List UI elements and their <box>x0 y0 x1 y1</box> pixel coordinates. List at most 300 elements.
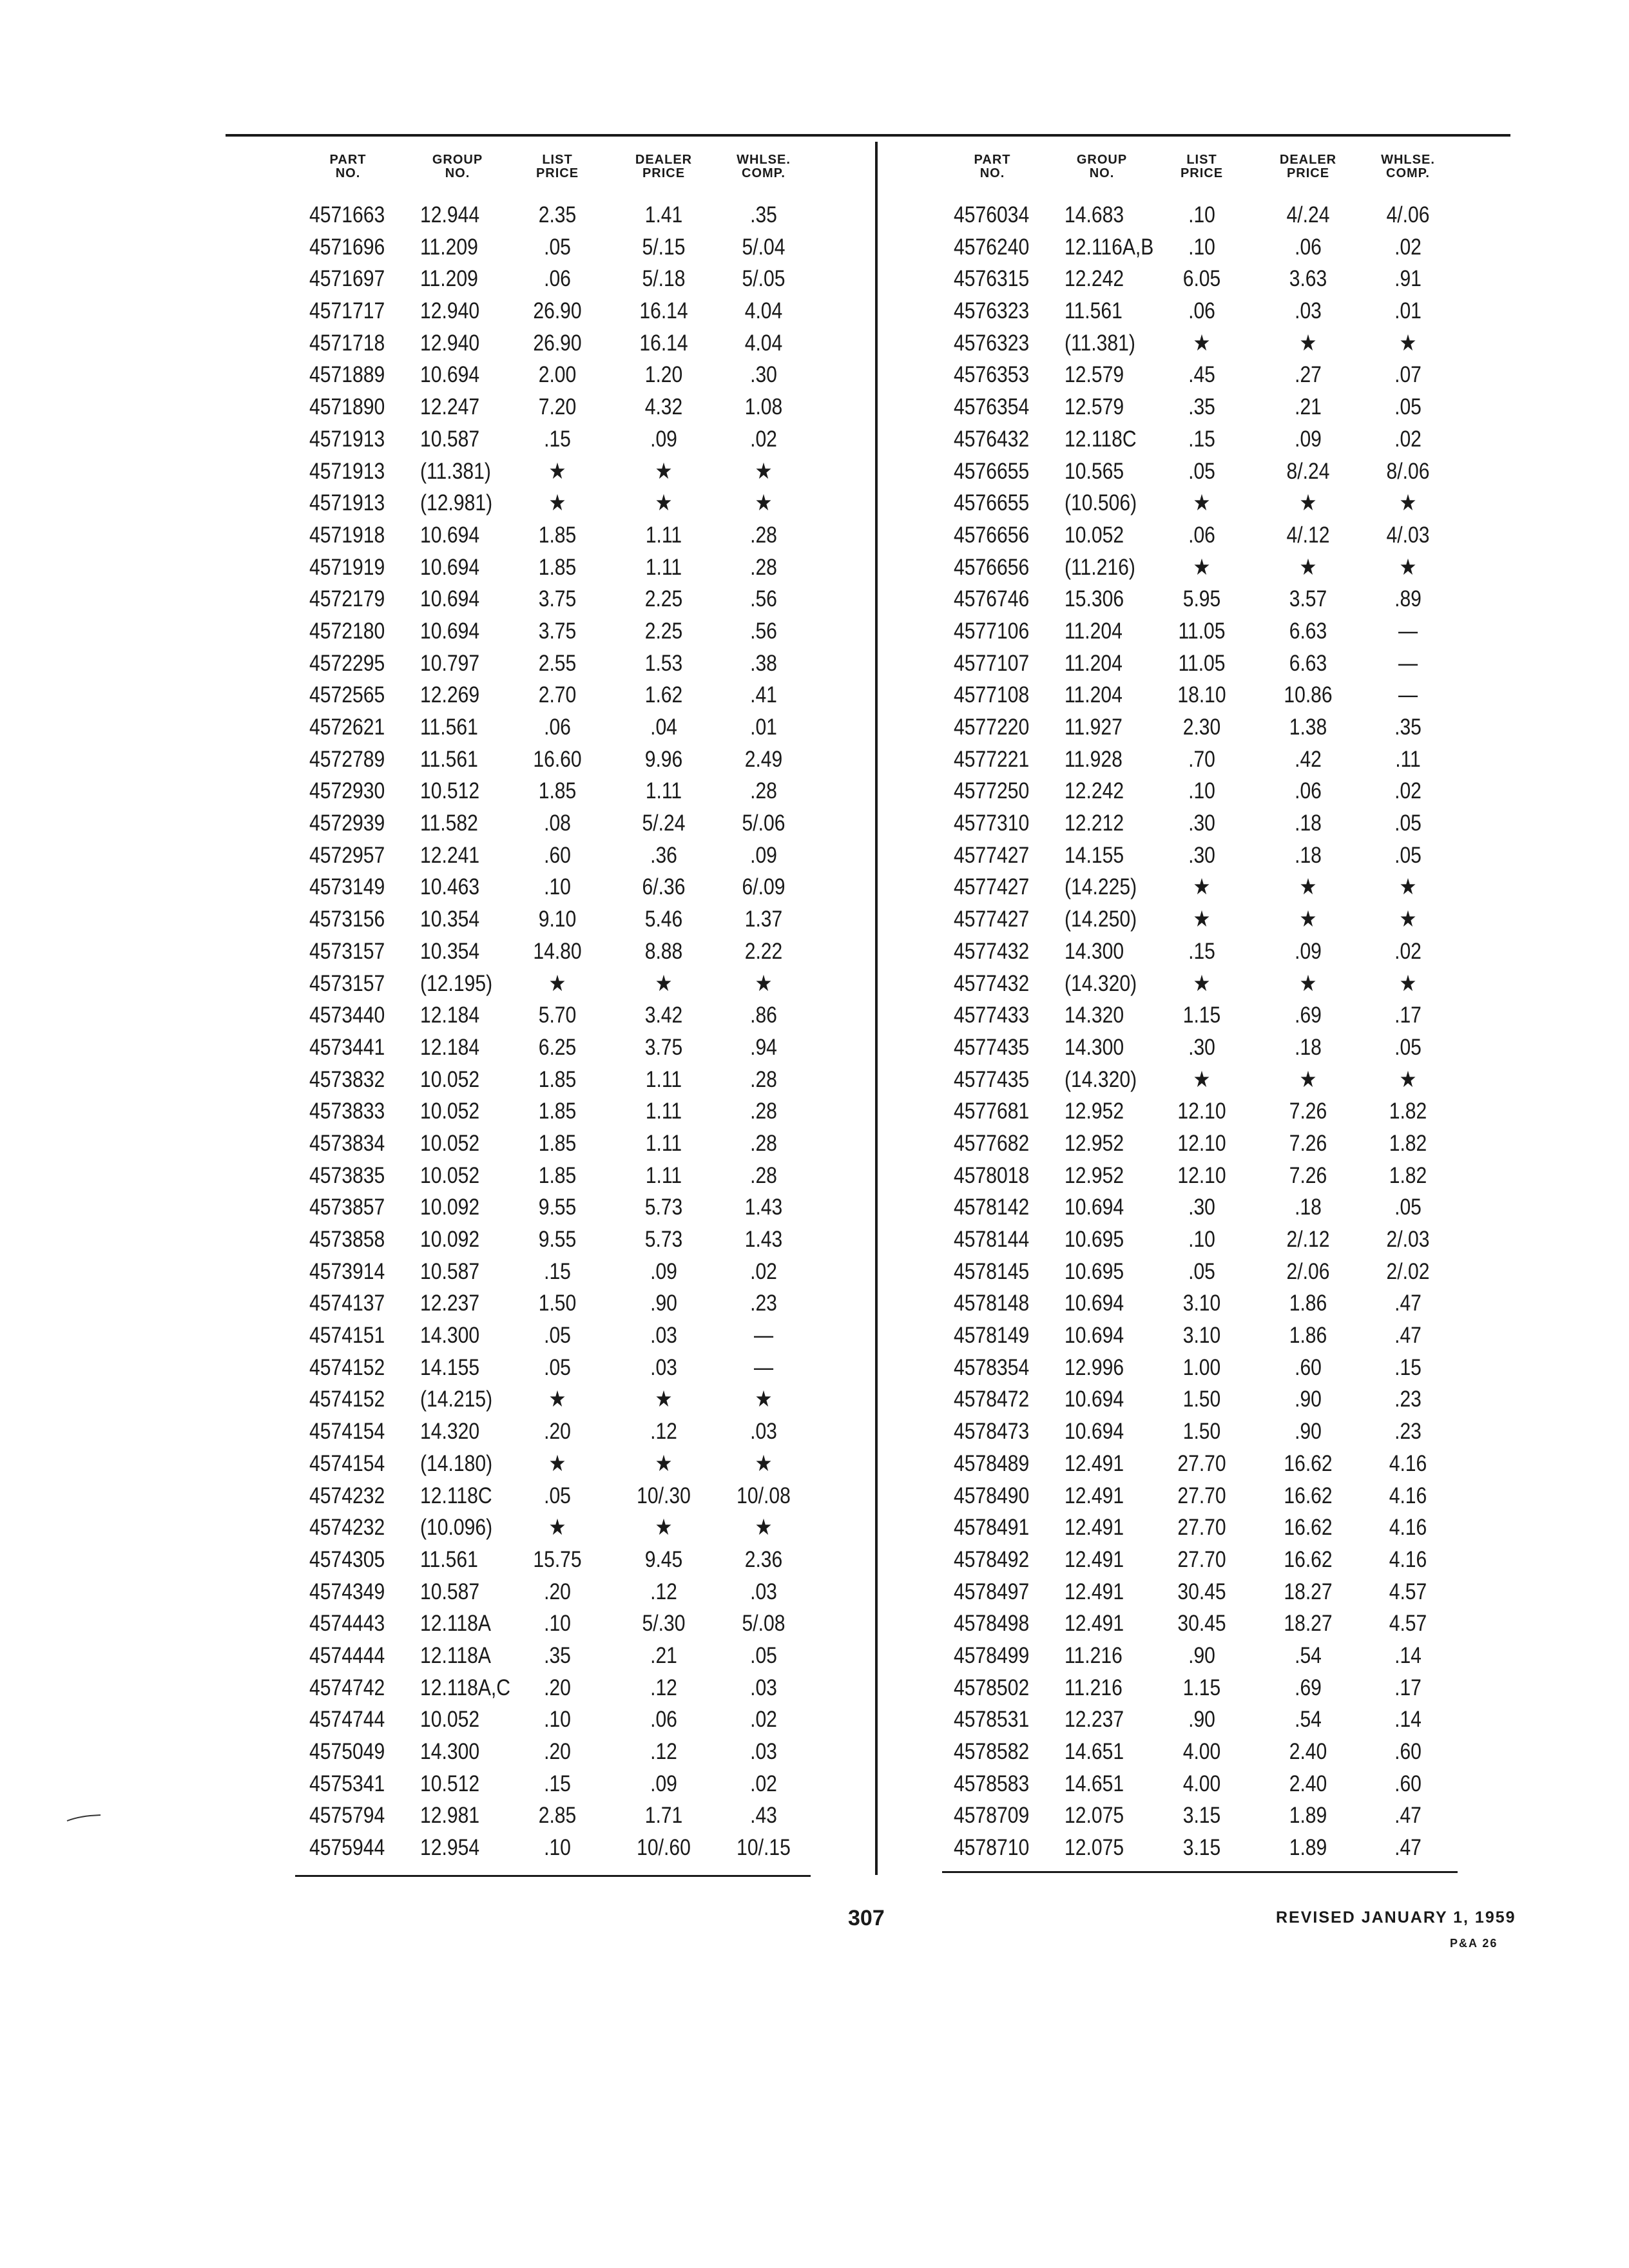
group-no-cell: 14.320 <box>1065 1003 1124 1028</box>
dealer-price-cell: 4/.24 <box>1286 202 1330 227</box>
group-no-cell: 11.204 <box>1065 682 1123 708</box>
whlse-comp-cell: .17 <box>1394 1003 1422 1028</box>
group-no-cell: 11.561 <box>420 715 478 740</box>
part-no-cell: 4572789 <box>309 746 385 772</box>
group-no-cell: 11.927 <box>1065 715 1123 740</box>
group-no-cell: 11.561 <box>420 746 478 772</box>
group-no-cell: 14.300 <box>1065 1034 1124 1060</box>
dealer-price-cell: 2.40 <box>1289 1771 1327 1796</box>
group-no-cell: 11.209 <box>420 234 478 260</box>
header-list-price: LIST PRICE <box>535 153 579 180</box>
part-no-cell: 4577427 <box>954 874 1030 900</box>
list-price-cell: 12.10 <box>1177 1130 1226 1156</box>
dealer-price-cell: .18 <box>1295 1195 1322 1220</box>
list-price-cell: 12.10 <box>1177 1162 1226 1188</box>
whlse-comp-cell: .28 <box>750 1162 777 1188</box>
group-no-cell: (14.215) <box>420 1387 493 1412</box>
group-no-cell: 14.300 <box>1065 938 1124 964</box>
part-no-cell: 4576655 <box>954 490 1030 516</box>
part-no-cell: 4573440 <box>309 1003 385 1028</box>
part-no-cell: 4577682 <box>954 1130 1030 1156</box>
list-price-cell: 3.10 <box>1182 1291 1221 1316</box>
list-price-cell: .30 <box>1188 1034 1215 1060</box>
list-price-cell: 4.00 <box>1182 1739 1221 1764</box>
part-no-cell: 4578582 <box>954 1739 1030 1764</box>
part-no-cell: 4577221 <box>954 746 1030 772</box>
list-price-cell: .06 <box>544 266 571 292</box>
list-price-cell: 16.60 <box>533 746 582 772</box>
part-no-cell: 4576656 <box>954 554 1030 580</box>
whlse-comp-cell: .86 <box>750 1003 777 1028</box>
list-price-cell: ★ <box>548 1515 566 1541</box>
whlse-comp-cell: .28 <box>750 1066 777 1092</box>
group-no-cell: 10.354 <box>420 907 480 932</box>
group-no-cell: (12.981) <box>420 490 493 516</box>
group-no-cell: 12.952 <box>1065 1130 1124 1156</box>
dealer-price-cell: 7.26 <box>1289 1099 1327 1124</box>
part-no-cell: 4573857 <box>309 1195 385 1220</box>
part-no-cell: 4573832 <box>309 1066 385 1092</box>
group-no-cell: 10.565 <box>1065 458 1124 484</box>
list-price-cell: 2.55 <box>538 650 577 676</box>
dealer-price-cell: 4.32 <box>644 394 683 420</box>
list-price-cell: .05 <box>544 1354 571 1380</box>
list-price-cell: 27.70 <box>1177 1450 1226 1476</box>
revision-date: REVISED JANUARY 1, 1959 <box>1276 1908 1516 1927</box>
group-no-cell: 12.242 <box>1065 778 1124 804</box>
part-no-cell: 4577432 <box>954 970 1030 996</box>
list-price-cell: 11.05 <box>1178 650 1226 676</box>
group-no-cell: 12.184 <box>420 1003 480 1028</box>
part-no-cell: 4575049 <box>309 1739 385 1764</box>
list-price-cell: ★ <box>1193 554 1211 580</box>
whlse-comp-cell: .47 <box>1394 1803 1422 1829</box>
dealer-price-cell: 16.62 <box>1284 1546 1333 1572</box>
whlse-comp-cell: .30 <box>750 362 777 388</box>
whlse-comp-cell: 4.16 <box>1389 1450 1427 1476</box>
group-no-cell: 10.092 <box>420 1195 480 1220</box>
dealer-price-cell: 5.73 <box>644 1195 683 1220</box>
dealer-price-cell: .54 <box>1295 1642 1322 1668</box>
list-price-cell: 2.70 <box>538 682 577 708</box>
dealer-price-cell: 3.57 <box>1289 586 1327 612</box>
bottom-rule-left <box>295 1875 811 1877</box>
part-no-cell: 4574443 <box>309 1611 385 1637</box>
list-price-cell: 2.00 <box>538 362 577 388</box>
list-price-cell: .70 <box>1188 746 1215 772</box>
whlse-comp-cell: .14 <box>1394 1642 1422 1668</box>
group-no-cell: 11.204 <box>1065 618 1123 644</box>
part-no-cell: 4578583 <box>954 1771 1030 1796</box>
dealer-price-cell: .18 <box>1295 842 1322 868</box>
list-price-cell: .10 <box>544 874 571 900</box>
dealer-price-cell: .12 <box>650 1579 677 1604</box>
list-price-cell: ★ <box>548 490 566 516</box>
group-no-cell: 10.797 <box>420 650 480 676</box>
whlse-comp-cell: ★ <box>755 1450 773 1476</box>
group-no-cell: 12.242 <box>1065 266 1124 292</box>
part-no-cell: 4578710 <box>954 1835 1030 1861</box>
dealer-price-cell: ★ <box>655 458 673 484</box>
dealer-price-cell: 2.25 <box>644 586 683 612</box>
group-no-cell: 10.694 <box>420 522 480 548</box>
group-no-cell: 12.118C <box>420 1483 492 1508</box>
dealer-price-cell: 1.86 <box>1289 1291 1327 1316</box>
whlse-comp-cell: 2.36 <box>744 1546 783 1572</box>
list-price-cell: ★ <box>1193 874 1211 900</box>
whlse-comp-cell: .03 <box>750 1419 777 1445</box>
whlse-comp-cell: 4/.06 <box>1386 202 1430 227</box>
part-no-cell: 4573914 <box>309 1258 385 1284</box>
group-no-cell: 12.952 <box>1065 1099 1124 1124</box>
whlse-comp-cell: .43 <box>750 1803 777 1829</box>
whlse-comp-cell: 1.43 <box>744 1195 783 1220</box>
list-price-cell: 2.85 <box>538 1803 577 1829</box>
dealer-price-cell: ★ <box>655 490 673 516</box>
dealer-price-cell: 9.45 <box>644 1546 683 1572</box>
header-group-no: GROUP NO. <box>432 153 483 180</box>
dealer-price-cell: .69 <box>1295 1675 1322 1700</box>
part-no-cell: 4578492 <box>954 1546 1030 1572</box>
group-no-cell: 12.075 <box>1065 1835 1124 1861</box>
dealer-price-cell: .09 <box>650 1771 677 1796</box>
part-no-cell: 4574151 <box>309 1323 385 1349</box>
part-no-cell: 4576323 <box>954 330 1030 356</box>
part-no-cell: 4572957 <box>309 842 385 868</box>
part-no-cell: 4578490 <box>954 1483 1030 1508</box>
part-no-cell: 4573834 <box>309 1130 385 1156</box>
dealer-price-cell: .18 <box>1295 811 1322 836</box>
list-price-cell: 5.70 <box>538 1003 577 1028</box>
dealer-price-cell: 7.26 <box>1289 1130 1327 1156</box>
list-price-cell: 3.15 <box>1182 1803 1221 1829</box>
part-no-cell: 4574349 <box>309 1579 385 1604</box>
list-price-cell: 5.95 <box>1182 586 1221 612</box>
whlse-comp-cell: .56 <box>750 618 777 644</box>
list-price-cell: 27.70 <box>1177 1483 1226 1508</box>
group-no-cell: 12.237 <box>420 1291 480 1316</box>
part-no-cell: 4578499 <box>954 1642 1030 1668</box>
list-price-cell: .06 <box>1188 298 1215 324</box>
part-no-cell: 4572179 <box>309 586 385 612</box>
part-no-cell: 4574444 <box>309 1642 385 1668</box>
part-no-cell: 4571890 <box>309 394 385 420</box>
dealer-price-cell: 3.75 <box>644 1034 683 1060</box>
whlse-comp-cell: .03 <box>750 1675 777 1700</box>
group-no-cell: 10.587 <box>420 1258 480 1284</box>
list-price-cell: 27.70 <box>1177 1546 1226 1572</box>
whlse-comp-cell: 1.08 <box>744 394 783 420</box>
group-no-cell: 12.491 <box>1065 1515 1124 1541</box>
part-no-cell: 4571697 <box>309 266 385 292</box>
group-no-cell: 12.996 <box>1065 1354 1124 1380</box>
part-no-cell: 4578489 <box>954 1450 1030 1476</box>
dealer-price-cell: 1.86 <box>1289 1323 1327 1349</box>
group-no-cell: 11.928 <box>1065 746 1123 772</box>
whlse-comp-cell: .47 <box>1394 1291 1422 1316</box>
whlse-comp-cell: ★ <box>1399 970 1417 996</box>
list-price-cell: 4.00 <box>1182 1771 1221 1796</box>
whlse-comp-cell: — <box>753 1323 774 1349</box>
whlse-comp-cell: .47 <box>1394 1323 1422 1349</box>
part-no-cell: 4571919 <box>309 554 385 580</box>
group-no-cell: 11.582 <box>420 811 478 836</box>
whlse-comp-cell: .23 <box>750 1291 777 1316</box>
header-part-no: PART NO. <box>974 153 1011 180</box>
whlse-comp-cell: ★ <box>755 1387 773 1412</box>
part-no-cell: 4576746 <box>954 586 1030 612</box>
list-price-cell: 1.85 <box>538 554 577 580</box>
whlse-comp-cell: .35 <box>1394 715 1422 740</box>
whlse-comp-cell: .02 <box>1394 426 1422 452</box>
list-price-cell: .10 <box>544 1707 571 1733</box>
group-no-cell: 10.694 <box>1065 1419 1124 1445</box>
whlse-comp-cell: 1.37 <box>744 907 783 932</box>
group-no-cell: 10.694 <box>1065 1323 1124 1349</box>
dealer-price-cell: 16.62 <box>1284 1483 1333 1508</box>
dealer-price-cell: 6.63 <box>1289 618 1327 644</box>
whlse-comp-cell: .35 <box>750 202 777 227</box>
list-price-cell: ★ <box>1193 330 1211 356</box>
whlse-comp-cell: .17 <box>1394 1675 1422 1700</box>
dealer-price-cell: 8.88 <box>644 938 683 964</box>
dealer-price-cell: .09 <box>650 426 677 452</box>
dealer-price-cell: 2.25 <box>644 618 683 644</box>
dealer-price-cell: 1.38 <box>1289 715 1327 740</box>
whlse-comp-cell: ★ <box>755 458 773 484</box>
dealer-price-cell: 10.86 <box>1284 682 1333 708</box>
dealer-price-cell: .06 <box>650 1707 677 1733</box>
list-price-cell: .10 <box>544 1611 571 1637</box>
part-no-cell: 4571913 <box>309 490 385 516</box>
part-no-cell: 4572295 <box>309 650 385 676</box>
part-no-cell: 4572565 <box>309 682 385 708</box>
whlse-comp-cell: .03 <box>750 1739 777 1764</box>
header-whlse-comp: WHLSE. COMP. <box>1381 153 1435 180</box>
whlse-comp-cell: .03 <box>750 1579 777 1604</box>
list-price-cell: 1.85 <box>538 522 577 548</box>
group-no-cell: (14.250) <box>1065 907 1137 932</box>
list-price-cell: ★ <box>1193 490 1211 516</box>
dealer-price-cell: ★ <box>655 1450 673 1476</box>
list-price-cell: .20 <box>544 1739 571 1764</box>
dealer-price-cell: 1.89 <box>1289 1803 1327 1829</box>
part-no-cell: 4578145 <box>954 1258 1030 1284</box>
dealer-price-cell: .09 <box>650 1258 677 1284</box>
whlse-comp-cell: .02 <box>750 1258 777 1284</box>
part-no-cell: 4573441 <box>309 1034 385 1060</box>
dealer-price-cell: .09 <box>1295 938 1322 964</box>
group-no-cell: 12.491 <box>1065 1611 1124 1637</box>
list-price-cell: ★ <box>548 970 566 996</box>
list-price-cell: 6.25 <box>538 1034 577 1060</box>
group-no-cell: 12.116A,B <box>1065 234 1154 260</box>
whlse-comp-cell: 4.04 <box>744 298 783 324</box>
part-no-cell: 4578473 <box>954 1419 1030 1445</box>
dealer-price-cell: 16.14 <box>639 330 688 356</box>
list-price-cell: 30.45 <box>1177 1611 1226 1637</box>
part-no-cell: 4571696 <box>309 234 385 260</box>
part-no-cell: 4576354 <box>954 394 1030 420</box>
dealer-price-cell: .42 <box>1295 746 1322 772</box>
whlse-comp-cell: .02 <box>1394 234 1422 260</box>
dealer-price-cell: ★ <box>655 1387 673 1412</box>
list-price-cell: .10 <box>1188 778 1215 804</box>
part-no-cell: 4573157 <box>309 938 385 964</box>
group-no-cell: 12.212 <box>1065 811 1124 836</box>
list-price-cell: .45 <box>1188 362 1215 388</box>
whlse-comp-cell: ★ <box>1399 874 1417 900</box>
part-no-cell: 4576323 <box>954 298 1030 324</box>
list-price-cell: 26.90 <box>533 298 582 324</box>
part-no-cell: 4576655 <box>954 458 1030 484</box>
dealer-price-cell: 6/.36 <box>642 874 686 900</box>
part-no-cell: 4571663 <box>309 202 385 227</box>
whlse-comp-cell: .05 <box>750 1642 777 1668</box>
whlse-comp-cell: .14 <box>1394 1707 1422 1733</box>
whlse-comp-cell: .23 <box>1394 1419 1422 1445</box>
dealer-price-cell: .90 <box>650 1291 677 1316</box>
dealer-price-cell: ★ <box>1299 1066 1317 1092</box>
whlse-comp-cell: 1.43 <box>744 1227 783 1252</box>
dealer-price-cell: 1.62 <box>644 682 683 708</box>
list-price-cell: .15 <box>1188 426 1215 452</box>
top-rule <box>226 134 1510 137</box>
part-no-cell: 4574152 <box>309 1387 385 1412</box>
dealer-price-cell: 1.11 <box>645 1099 682 1124</box>
list-price-cell: 15.75 <box>533 1546 582 1572</box>
group-no-cell: 12.940 <box>420 298 480 324</box>
list-price-cell: .08 <box>544 811 571 836</box>
list-price-cell: .15 <box>1188 938 1215 964</box>
group-no-cell: 14.651 <box>1065 1739 1124 1764</box>
dealer-price-cell: ★ <box>655 1515 673 1541</box>
dealer-price-cell: 16.14 <box>639 298 688 324</box>
whlse-comp-cell: — <box>1398 618 1418 644</box>
part-no-cell: 4574154 <box>309 1419 385 1445</box>
header-whlse-comp: WHLSE. COMP. <box>737 153 791 180</box>
part-no-cell: 4576656 <box>954 522 1030 548</box>
dealer-price-cell: 5/.18 <box>642 266 686 292</box>
list-price-cell: 1.50 <box>538 1291 577 1316</box>
part-no-cell: 4575341 <box>309 1771 385 1796</box>
part-no-cell: 4576034 <box>954 202 1030 227</box>
part-no-cell: 4576315 <box>954 266 1030 292</box>
group-no-cell: (10.096) <box>420 1515 493 1541</box>
group-no-cell: (11.381) <box>420 458 491 484</box>
group-no-cell: 10.694 <box>420 362 480 388</box>
list-price-cell: ★ <box>1193 970 1211 996</box>
group-no-cell: (12.195) <box>420 970 493 996</box>
list-price-cell: .05 <box>1188 458 1215 484</box>
group-no-cell: 12.954 <box>420 1835 480 1861</box>
list-price-cell: 3.10 <box>1182 1323 1221 1349</box>
part-no-cell: 4572930 <box>309 778 385 804</box>
whlse-comp-cell: 4.57 <box>1389 1579 1427 1604</box>
dealer-price-cell: ★ <box>1299 330 1317 356</box>
list-price-cell: .30 <box>1188 1195 1215 1220</box>
part-no-cell: 4575794 <box>309 1803 385 1829</box>
part-no-cell: 4578497 <box>954 1579 1030 1604</box>
whlse-comp-cell: .02 <box>1394 778 1422 804</box>
dealer-price-cell: 3.63 <box>1289 266 1327 292</box>
whlse-comp-cell: 4/.03 <box>1386 522 1430 548</box>
dealer-price-cell: .90 <box>1295 1419 1322 1445</box>
group-no-cell: 11.561 <box>1065 298 1123 324</box>
part-no-cell: 4573858 <box>309 1227 385 1252</box>
list-price-cell: 1.85 <box>538 1066 577 1092</box>
group-no-cell: 12.075 <box>1065 1803 1124 1829</box>
whlse-comp-cell: .94 <box>750 1034 777 1060</box>
group-no-cell: 10.052 <box>420 1130 480 1156</box>
group-no-cell: 11.561 <box>420 1546 478 1572</box>
group-no-cell: 10.512 <box>420 778 480 804</box>
whlse-comp-cell: 1.82 <box>1389 1162 1427 1188</box>
dealer-price-cell: 1.11 <box>645 1162 682 1188</box>
list-price-cell: ★ <box>1193 907 1211 932</box>
whlse-comp-cell: .47 <box>1394 1835 1422 1861</box>
group-no-cell: 12.118A <box>420 1611 491 1637</box>
part-no-cell: 4577681 <box>954 1099 1030 1124</box>
list-price-cell: 1.50 <box>1182 1387 1221 1412</box>
part-no-cell: 4571889 <box>309 362 385 388</box>
group-no-cell: 14.320 <box>420 1419 480 1445</box>
part-no-cell: 4577106 <box>954 618 1030 644</box>
part-no-cell: 4577310 <box>954 811 1030 836</box>
part-no-cell: 4574305 <box>309 1546 385 1572</box>
whlse-comp-cell: .02 <box>750 1707 777 1733</box>
dealer-price-cell: .12 <box>650 1675 677 1700</box>
list-price-cell: .20 <box>544 1579 571 1604</box>
group-no-cell: 12.579 <box>1065 394 1124 420</box>
dealer-price-cell: .06 <box>1295 778 1322 804</box>
part-no-cell: 4578354 <box>954 1354 1030 1380</box>
dealer-price-cell: .12 <box>650 1739 677 1764</box>
part-no-cell: 4573157 <box>309 970 385 996</box>
part-no-cell: 4572939 <box>309 811 385 836</box>
dealer-price-cell: 10/.60 <box>637 1835 691 1861</box>
whlse-comp-cell: ★ <box>755 1515 773 1541</box>
group-no-cell: 12.981 <box>420 1803 480 1829</box>
dealer-price-cell: 1.71 <box>644 1803 683 1829</box>
dealer-price-cell: 1.53 <box>644 650 683 676</box>
group-no-cell: 12.184 <box>420 1034 480 1060</box>
list-price-cell: .90 <box>1188 1707 1215 1733</box>
group-no-cell: 12.247 <box>420 394 480 420</box>
dealer-price-cell: 1.89 <box>1289 1835 1327 1861</box>
group-no-cell: (14.320) <box>1065 1066 1137 1092</box>
part-no-cell: 4577433 <box>954 1003 1030 1028</box>
group-no-cell: 15.306 <box>1065 586 1124 612</box>
part-no-cell: 4578531 <box>954 1707 1030 1733</box>
list-price-cell: 26.90 <box>533 330 582 356</box>
part-no-cell: 4578018 <box>954 1162 1030 1188</box>
dealer-price-cell: 16.62 <box>1284 1515 1333 1541</box>
whlse-comp-cell: ★ <box>1399 1066 1417 1092</box>
whlse-comp-cell: .28 <box>750 522 777 548</box>
whlse-comp-cell: 10/.08 <box>737 1483 791 1508</box>
whlse-comp-cell: .41 <box>750 682 777 708</box>
dealer-price-cell: .06 <box>1295 234 1322 260</box>
whlse-comp-cell: 4.16 <box>1389 1546 1427 1572</box>
header-dealer-price: DEALER PRICE <box>1279 153 1337 180</box>
group-no-cell: 12.491 <box>1065 1579 1124 1604</box>
list-price-cell: 3.75 <box>538 586 577 612</box>
group-no-cell: 10.587 <box>420 1579 480 1604</box>
dealer-price-cell: ★ <box>1299 970 1317 996</box>
list-price-cell: 7.20 <box>538 394 577 420</box>
group-no-cell: 10.694 <box>1065 1195 1124 1220</box>
